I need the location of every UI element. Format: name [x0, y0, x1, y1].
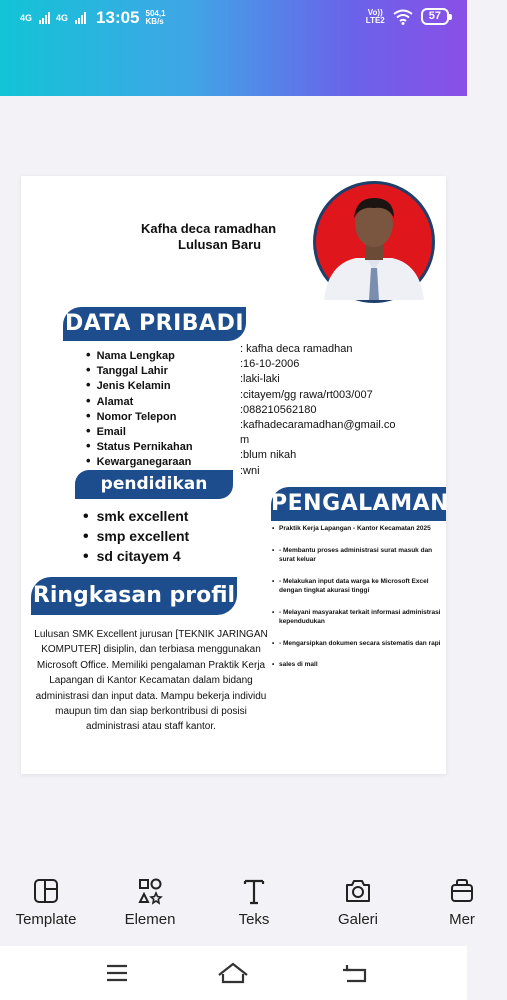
experience-item: • Praktik Kerja Lapangan - Kantor Kecamatan 2025 — [272, 524, 444, 534]
elements-icon — [136, 876, 164, 906]
experience-item: • - Membantu proses administrasi surat masuk dan surat keluar — [272, 546, 444, 565]
value-email: :kafhadecaramadhan@gmail.co — [240, 418, 396, 431]
status-left — [20, 8, 166, 28]
signal-icon — [75, 12, 86, 24]
experience-item: • - Mengarsipkan dokumen secara sistematis dan rapi — [272, 639, 444, 649]
text-icon — [242, 876, 266, 906]
personal-labels[interactable] — [86, 347, 193, 469]
value-telepon: :088210562180 — [240, 403, 317, 416]
camera-icon — [344, 876, 372, 906]
volte-top: Vo)) — [367, 7, 383, 17]
label-tanggal-lahir: • Tanggal Lahir — [86, 362, 193, 377]
nav-menu-button[interactable] — [97, 960, 137, 986]
home-icon — [213, 960, 253, 986]
toolbar-galeri-button[interactable] — [313, 876, 403, 928]
back-icon — [335, 960, 375, 986]
toolbar-teks-label: Teks — [238, 911, 270, 928]
toolbar-merek-label: Mer — [449, 911, 475, 928]
menu-icon — [97, 960, 137, 986]
value-jenis-kelamin: :laki-laki — [240, 373, 280, 386]
clock: 13:05 — [96, 8, 140, 27]
toolbar-elemen-label: Elemen — [124, 911, 176, 928]
battery-icon: 57 — [421, 8, 449, 25]
value-email-cont: m — [240, 434, 250, 447]
label-kewarganegaraan: • Kewarganegaraan — [86, 453, 193, 468]
value-alamat: :citayem/gg rawa/rt003/007 — [240, 388, 373, 401]
label-status-pernikahan: • Status Pernikahan — [86, 438, 193, 453]
wifi-icon — [393, 9, 413, 25]
system-nav-bar — [0, 946, 467, 1000]
status-right — [366, 8, 449, 25]
template-icon — [33, 876, 59, 906]
nav-home-button[interactable] — [213, 960, 253, 986]
pendidikan-heading[interactable]: pendidikan — [75, 470, 233, 499]
profile-photo[interactable] — [313, 181, 435, 303]
editor-toolbar — [0, 860, 475, 946]
nav-back-button[interactable] — [335, 960, 375, 986]
education-list[interactable] — [83, 506, 189, 566]
label-jenis-kelamin: • Jenis Kelamin — [86, 377, 193, 392]
volte-bottom: LTE2 — [365, 15, 385, 25]
brand-icon — [448, 876, 476, 906]
profile-summary[interactable]: Lulusan SMK Excellent jurusan [TEKNIK JARINGAN KOMPUTER] disiplin, dan terbiasa menggunakan Microsoft Office. Memiliki pengalaman Praktik Kerja Lapangan di Kantor Kecamatan dalam bidang administrasi dan input data. Mampu bekerja individu maupun tim dan siap berkontribusi di posisi administrasi atau staff kantor. — [34, 629, 268, 733]
signal-icon — [39, 12, 50, 24]
experience-list[interactable] — [272, 524, 444, 670]
label-alamat: • Alamat — [86, 393, 193, 408]
education-item: • sd citayem 4 — [83, 546, 189, 566]
education-item: • smk excellent — [83, 506, 189, 526]
volte-indicator — [366, 9, 385, 25]
resume-page[interactable] — [21, 176, 450, 774]
label-nama: • Nama Lengkap — [86, 347, 193, 362]
toolbar-template-label: Template — [15, 911, 77, 928]
person-silhouette-icon — [316, 184, 432, 300]
experience-item: • sales di mall — [272, 660, 444, 670]
resume-subtitle[interactable]: Lulusan Baru — [178, 237, 262, 252]
personal-values[interactable] — [240, 342, 420, 479]
speed-unit: KB/s — [145, 17, 164, 26]
toolbar-template-button[interactable] — [1, 876, 91, 928]
signal-1-label: 4G — [20, 12, 33, 23]
toolbar-merek-button[interactable] — [417, 876, 507, 928]
speed-value: 504,1 — [145, 9, 166, 18]
data-pribadi-heading[interactable]: DATA PRIBADI — [63, 307, 246, 341]
toolbar-elemen-button[interactable] — [105, 876, 195, 928]
value-nama: : kafha deca ramadhan — [240, 343, 353, 355]
label-nomor-telepon: • Nomor Telepon — [86, 408, 193, 423]
signal-2-label: 4G — [56, 12, 69, 23]
experience-item: • - Melakukan input data warga ke Microsoft Excel dengan tingkat akurasi tinggi — [272, 577, 444, 596]
ringkasan-profil-heading[interactable]: Ringkasan profil — [31, 577, 237, 615]
value-kewarganegaraan: :wni — [240, 464, 260, 477]
pengalaman-heading[interactable]: PENGALAMAN — [271, 487, 446, 521]
label-email: • Email — [86, 423, 193, 438]
toolbar-galeri-label: Galeri — [337, 911, 378, 928]
resume-name[interactable]: Kafha deca ramadhan — [141, 221, 277, 236]
value-status: :blum nikah — [240, 449, 297, 462]
network-speed — [146, 10, 166, 26]
education-item: • smp excellent — [83, 526, 189, 546]
design-canvas[interactable] — [0, 96, 467, 860]
toolbar-teks-button[interactable] — [209, 876, 299, 928]
experience-item: • - Melayani masyarakat terkait informasi administrasi kependudukan — [272, 608, 444, 627]
value-tanggal-lahir: :16-10-2006 — [240, 358, 300, 371]
status-bar — [0, 0, 467, 96]
